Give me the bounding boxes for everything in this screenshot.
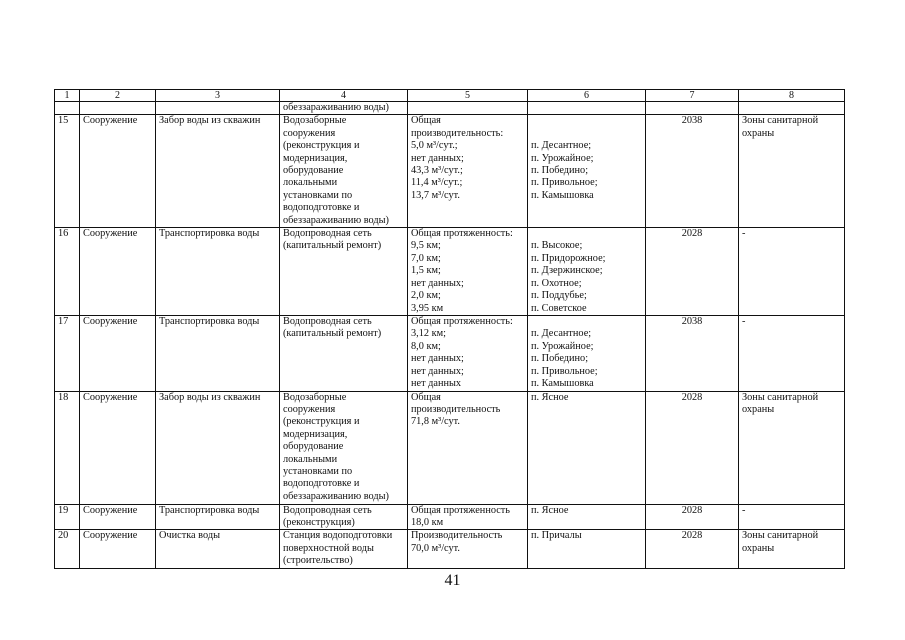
infrastructure-table xyxy=(54,89,845,569)
purpose: Транспортировка воды xyxy=(156,228,280,316)
zone: - xyxy=(739,316,845,391)
table-row xyxy=(55,530,845,568)
purpose: Транспортировка воды xyxy=(156,316,280,391)
row-number: 20 xyxy=(55,530,80,568)
row-number: 17 xyxy=(55,316,80,391)
header-cell: 6 xyxy=(528,90,646,102)
object-type xyxy=(80,102,156,115)
header-cell: 1 xyxy=(55,90,80,102)
object-type: Сооружение xyxy=(80,504,156,530)
location xyxy=(528,102,646,115)
year xyxy=(646,102,739,115)
characteristics: Производительность 70,0 м³/сут. xyxy=(408,530,528,568)
table-row xyxy=(55,228,845,316)
header-cell: 5 xyxy=(408,90,528,102)
purpose: Транспортировка воды xyxy=(156,504,280,530)
table-row xyxy=(55,504,845,530)
object-type: Сооружение xyxy=(80,228,156,316)
characteristics: Общая протяженность: 9,5 км; 7,0 км; 1,5 км; нет данных; 2,0 км; 3,95 км xyxy=(408,228,528,316)
header-cell: 4 xyxy=(280,90,408,102)
row-number: 15 xyxy=(55,115,80,228)
header-row xyxy=(55,90,845,102)
zone: Зоны санитарной охраны xyxy=(739,391,845,504)
characteristics: Общая протяженность 18,0 км xyxy=(408,504,528,530)
location: п. Ясное xyxy=(528,391,646,504)
purpose xyxy=(156,102,280,115)
table-row xyxy=(55,115,845,228)
object-name: Водопроводная сеть (капитальный ремонт) xyxy=(280,316,408,391)
location: п. Ясное xyxy=(528,504,646,530)
object-name: Станция водоподготовки поверхностной воды (строительство) xyxy=(280,530,408,568)
zone xyxy=(739,102,845,115)
characteristics: Общая производительность 71,8 м³/сут. xyxy=(408,391,528,504)
object-name: Водозаборные сооружения (реконструкция и модернизация, оборудование локальными установками по водоподготовке и обеззараживанию воды) xyxy=(280,115,408,228)
purpose: Забор воды из скважин xyxy=(156,115,280,228)
location: п. Десантное; п. Урожайное; п. Победино; п. Привольное; п. Камышовка xyxy=(528,115,646,228)
object-type: Сооружение xyxy=(80,391,156,504)
object-type: Сооружение xyxy=(80,530,156,568)
purpose: Очистка воды xyxy=(156,530,280,568)
row-number: 19 xyxy=(55,504,80,530)
page-number: 41 xyxy=(444,572,461,589)
header-cell: 7 xyxy=(646,90,739,102)
row-number xyxy=(55,102,80,115)
characteristics: Общая производительность: 5,0 м³/сут.; нет данных; 43,3 м³/сут.; 11,4 м³/сут.; 13,7 м³/сут. xyxy=(408,115,528,228)
year: 2028 xyxy=(646,530,739,568)
header-cell: 3 xyxy=(156,90,280,102)
zone: Зоны санитарной охраны xyxy=(739,530,845,568)
characteristics: Общая протяженность: 3,12 км; 8,0 км; нет данных; нет данных; нет данных xyxy=(408,316,528,391)
object-type: Сооружение xyxy=(80,316,156,391)
year: 2038 xyxy=(646,316,739,391)
year: 2038 xyxy=(646,115,739,228)
object-type: Сооружение xyxy=(80,115,156,228)
table-row xyxy=(55,316,845,391)
table-row xyxy=(55,391,845,504)
location: п. Десантное; п. Урожайное; п. Победино; п. Привольное; п. Камышовка xyxy=(528,316,646,391)
location: п. Причалы xyxy=(528,530,646,568)
object-name: Водозаборные сооружения (реконструкция и модернизация, оборудование локальными установками по водоподготовке и обеззараживанию воды) xyxy=(280,391,408,504)
row-number: 18 xyxy=(55,391,80,504)
zone: - xyxy=(739,228,845,316)
location: п. Высокое; п. Придорожное; п. Дзержинское; п. Охотное; п. Поддубье; п. Советское xyxy=(528,228,646,316)
header-cell: 2 xyxy=(80,90,156,102)
characteristics xyxy=(408,102,528,115)
row-number: 16 xyxy=(55,228,80,316)
table-row xyxy=(55,102,845,115)
header-cell: 8 xyxy=(739,90,845,102)
zone: - xyxy=(739,504,845,530)
zone: Зоны санитарной охраны xyxy=(739,115,845,228)
object-name: Водопроводная сеть (реконструкция) xyxy=(280,504,408,530)
purpose: Забор воды из скважин xyxy=(156,391,280,504)
year: 2028 xyxy=(646,504,739,530)
object-name: обеззараживанию воды) xyxy=(280,102,408,115)
year: 2028 xyxy=(646,228,739,316)
object-name: Водопроводная сеть (капитальный ремонт) xyxy=(280,228,408,316)
year: 2028 xyxy=(646,391,739,504)
